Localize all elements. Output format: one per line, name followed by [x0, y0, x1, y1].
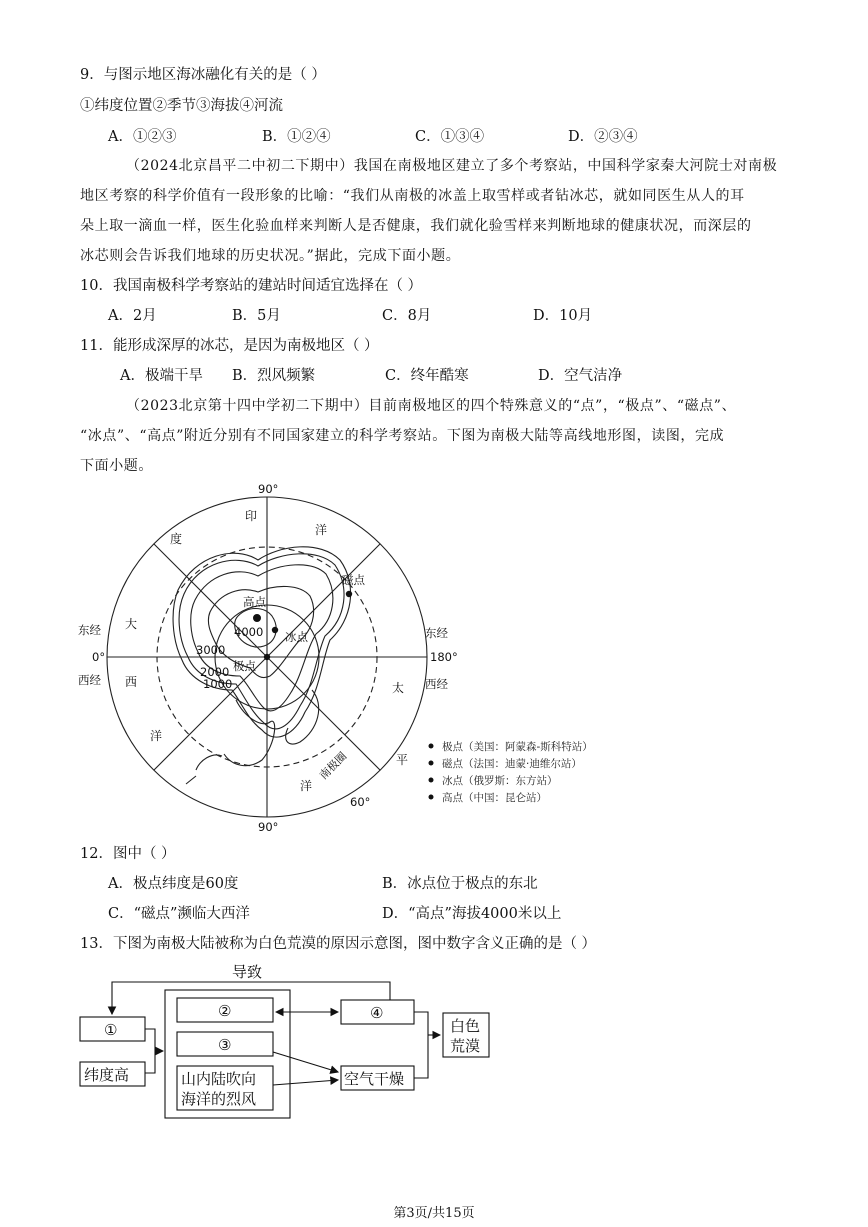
q11-option-a: A．极端干旱	[120, 368, 203, 384]
q9-option-b: B．①②④	[262, 129, 331, 145]
east-left-label: 东经	[78, 623, 101, 637]
page-footer: 第3页/共15页	[393, 1206, 475, 1221]
flow-box-3-label: ③	[218, 1036, 232, 1054]
label-high-point: 高点	[243, 595, 266, 609]
passage-1-line: 地区考察的科学价值有一段形象的比喻：“我们从南极的冰盖上取雪样或者钻冰芯，就如同医生从人的耳	[80, 188, 745, 204]
q10-stem: 10．我国南极科学考察站的建站时间适宜选择在（ ）	[80, 278, 423, 294]
ocean-indian-1: 印	[245, 509, 258, 523]
ocean-atlantic-3: 洋	[150, 729, 163, 743]
contour-label-4000: 4000	[234, 625, 264, 639]
pole-point-marker	[264, 654, 270, 660]
q9-option-c: C．①③④	[415, 129, 485, 145]
flow-box-1-label: ①	[104, 1021, 118, 1039]
passage-2-line: 下面小题。	[80, 458, 153, 474]
legend-ice: 冰点（俄罗斯：东方站）	[442, 775, 558, 787]
q9-stem: 9．与图示地区海冰融化有关的是（ ）	[80, 67, 326, 83]
ocean-pacific-1: 太	[392, 681, 405, 695]
contour-label-2000: 2000	[200, 665, 230, 679]
q10-option-a: A．2月	[108, 308, 157, 324]
contour-label-3000: 3000	[196, 643, 226, 657]
q11-stem: 11．能形成深厚的冰芯，是因为南极地区（ ）	[80, 338, 379, 354]
passage-1-line: 朵上取一滴血一样，医生化验血样来判断人是否健康，我们就化验雪样来判断地球的健康状况，而深层的	[80, 218, 752, 234]
q12-option-d: D．“高点”海拔4000米以上	[382, 906, 562, 922]
lon-top-label: 90°	[258, 482, 279, 496]
passage-2-line: “冰点”、“高点”附近分别有不同国家建立的科学考察站。下图为南极大陆等高线地形图，读图，完成	[80, 428, 725, 444]
antarctic-circle-label: 南极圈	[316, 749, 350, 783]
flow-wind-line2: 海洋的烈风	[181, 1090, 257, 1108]
passage-1-line: （2024北京昌平二中初二下期中）我国在南极地区建立了多个考察站，中国科学家秦大河院士对南极	[126, 158, 778, 174]
flow-lead-label: 导致	[232, 963, 263, 981]
legend-mag: 磁点（法国：迪蒙·迪维尔站）	[442, 758, 582, 770]
flow-wind-line1: 山内陆吹向	[181, 1070, 257, 1088]
label-ice-point: 冰点	[285, 630, 308, 644]
ocean-atlantic-2: 西	[125, 675, 138, 689]
ocean-pacific-2: 平	[396, 753, 409, 767]
lon-left-label: 0°	[92, 650, 106, 664]
legend-bullet	[429, 795, 434, 800]
flow-lat-high-label: 纬度高	[84, 1066, 130, 1084]
ocean-atlantic-1: 大	[125, 617, 138, 631]
contour-1000	[179, 554, 344, 729]
q9-option-a: A．①②③	[108, 129, 177, 145]
flow-dry-label: 空气干燥	[344, 1070, 405, 1088]
q11-option-c: C．终年酷寒	[385, 368, 469, 384]
q10-option-d: D．10月	[533, 308, 593, 324]
q10-option-b: B．5月	[232, 308, 281, 324]
q11-option-d: D．空气洁净	[538, 368, 623, 384]
passage-1-line: 冰芯则会告诉我们地球的历史状况。”据此，完成下面小题。	[80, 248, 461, 264]
legend-bullet	[429, 744, 434, 749]
q10-option-c: C．8月	[382, 308, 432, 324]
west-left-label: 西经	[78, 673, 101, 687]
flow-desert-line2: 荒漠	[450, 1037, 481, 1055]
q12-option-c: C．“磁点”濒临大西洋	[108, 906, 250, 922]
legend-bullet	[429, 778, 434, 783]
ocean-indian-3: 洋	[315, 523, 328, 537]
label-mag-point: 磁点	[342, 573, 365, 587]
mag-point-marker	[346, 591, 352, 597]
high-point-marker	[253, 614, 261, 622]
lon-bottom-label: 90°	[258, 820, 279, 834]
west-right-label: 西经	[425, 677, 448, 691]
east-right-label: 东经	[425, 626, 448, 640]
contour-label-1000: 1000	[203, 677, 233, 691]
ice-point-marker	[272, 627, 278, 633]
q11-option-b: B．烈风频繁	[232, 368, 316, 384]
q9-option-d: D．②③④	[568, 129, 638, 145]
q12-stem: 12．图中（ ）	[80, 846, 176, 862]
q12-option-b: B．冰点位于极点的东北	[382, 876, 538, 892]
flow-box-4-label: ④	[370, 1004, 384, 1022]
ocean-indian-2: 度	[170, 532, 183, 546]
flow-box-2-label: ②	[218, 1002, 232, 1020]
lat-60-label: 60°	[350, 795, 371, 809]
map-legend	[429, 740, 593, 804]
legend-bullet	[429, 761, 434, 766]
q9-factors: ①纬度位置②季节③海拔④河流	[80, 98, 283, 114]
legend-high: 高点（中国：昆仑站）	[442, 792, 547, 804]
flow-desert-line1: 白色	[450, 1017, 481, 1035]
legend-pole: 极点（美国：阿蒙森-斯科特站）	[442, 741, 593, 753]
lon-right-label: 180°	[430, 650, 458, 664]
q12-option-a: A．极点纬度是60度	[108, 876, 239, 892]
passage-2-line: （2023北京第十四中学初二下期中）目前南极地区的四个特殊意义的“点”，“极点”、“磁点”、	[126, 398, 737, 414]
ocean-pacific-3: 洋	[300, 779, 313, 793]
q13-stem: 13．下图为南极大陆被称为白色荒漠的原因示意图，图中数字含义正确的是（ ）	[80, 936, 597, 952]
peninsula-tip	[186, 755, 222, 784]
label-pole-point: 极点	[233, 659, 256, 673]
